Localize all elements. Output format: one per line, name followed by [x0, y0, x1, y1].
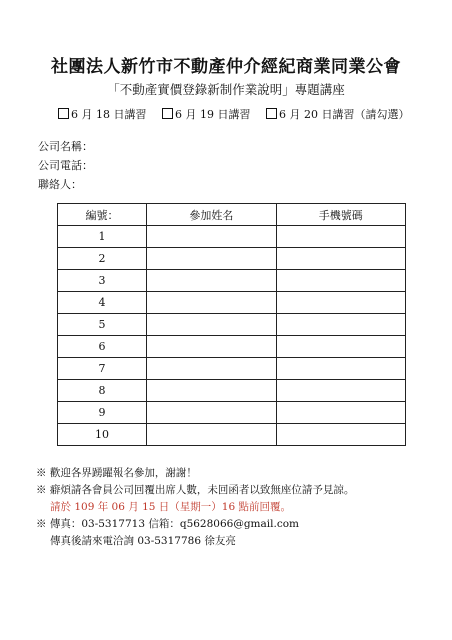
table-row	[58, 292, 406, 314]
row-number: 10	[58, 424, 147, 446]
company-phone-label: 公司電話：	[38, 159, 93, 172]
phone-cell[interactable]	[276, 402, 405, 424]
option-june-20[interactable]: 6 月 20 日講習（請勾選）	[266, 106, 410, 122]
checkbox-june-19[interactable]	[162, 108, 173, 119]
phone-cell[interactable]	[276, 314, 405, 336]
document-subtitle: 「不動產實價登錄新制作業說明」專題講座	[107, 82, 345, 97]
row-number: 6	[58, 336, 147, 358]
name-cell[interactable]	[147, 336, 276, 358]
name-cell[interactable]	[147, 402, 276, 424]
table-row	[58, 270, 406, 292]
phone-cell[interactable]	[276, 292, 405, 314]
option-june-19[interactable]: 6 月 19 日講習	[162, 106, 251, 122]
phone-cell[interactable]	[276, 336, 405, 358]
row-number: 3	[58, 270, 147, 292]
header-number: 編號：	[58, 204, 147, 226]
company-name-label: 公司名稱：	[38, 140, 93, 153]
name-cell[interactable]	[147, 226, 276, 248]
registration-table	[57, 203, 406, 446]
checkbox-june-18[interactable]	[58, 108, 69, 119]
document-title: 社團法人新竹市不動產仲介經紀商業同業公會	[51, 57, 401, 77]
table-header-row	[58, 204, 406, 226]
row-number: 9	[58, 402, 147, 424]
row-number: 2	[58, 248, 147, 270]
phone-cell[interactable]	[276, 380, 405, 402]
phone-cell[interactable]	[276, 358, 405, 380]
notes-section	[36, 465, 354, 550]
option-june-18[interactable]: 6 月 18 日講習	[58, 106, 147, 122]
note-deadline: 請於 109 年 06 月 15 日（星期一）16 點前回覆。	[50, 501, 291, 513]
header-phone: 手機號碼	[276, 204, 405, 226]
note-welcome: ※ 歡迎各界踴躍報名參加，謝謝！	[36, 467, 197, 479]
phone-cell[interactable]	[276, 226, 405, 248]
name-cell[interactable]	[147, 292, 276, 314]
contact-label: 聯絡人：	[38, 178, 82, 191]
row-number: 1	[58, 226, 147, 248]
row-number: 4	[58, 292, 147, 314]
table-row	[58, 380, 406, 402]
table-row	[58, 248, 406, 270]
row-number: 8	[58, 380, 147, 402]
table-row	[58, 336, 406, 358]
note-followup: 傳真後請來電洽詢 03-5317786 徐友亮	[50, 535, 236, 547]
name-cell[interactable]	[147, 314, 276, 336]
note-rsvp: ※ 癖煩請各會員公司回覆出席人數，未回函者以致無座位請予見諒。	[36, 484, 355, 496]
company-info	[38, 137, 93, 194]
table-row	[58, 314, 406, 336]
session-options	[58, 106, 422, 122]
name-cell[interactable]	[147, 358, 276, 380]
header-name: 參加姓名	[147, 204, 276, 226]
table-row	[58, 424, 406, 446]
name-cell[interactable]	[147, 424, 276, 446]
phone-cell[interactable]	[276, 424, 405, 446]
row-number: 7	[58, 358, 147, 380]
checkbox-june-20[interactable]	[266, 108, 277, 119]
table-row	[58, 402, 406, 424]
name-cell[interactable]	[147, 380, 276, 402]
name-cell[interactable]	[147, 248, 276, 270]
phone-cell[interactable]	[276, 270, 405, 292]
table-row	[58, 226, 406, 248]
note-contact: ※ 傳真：03-5317713 信箱：q5628066@gmail.com	[36, 518, 299, 530]
name-cell[interactable]	[147, 270, 276, 292]
row-number: 5	[58, 314, 147, 336]
phone-cell[interactable]	[276, 248, 405, 270]
table-row	[58, 358, 406, 380]
